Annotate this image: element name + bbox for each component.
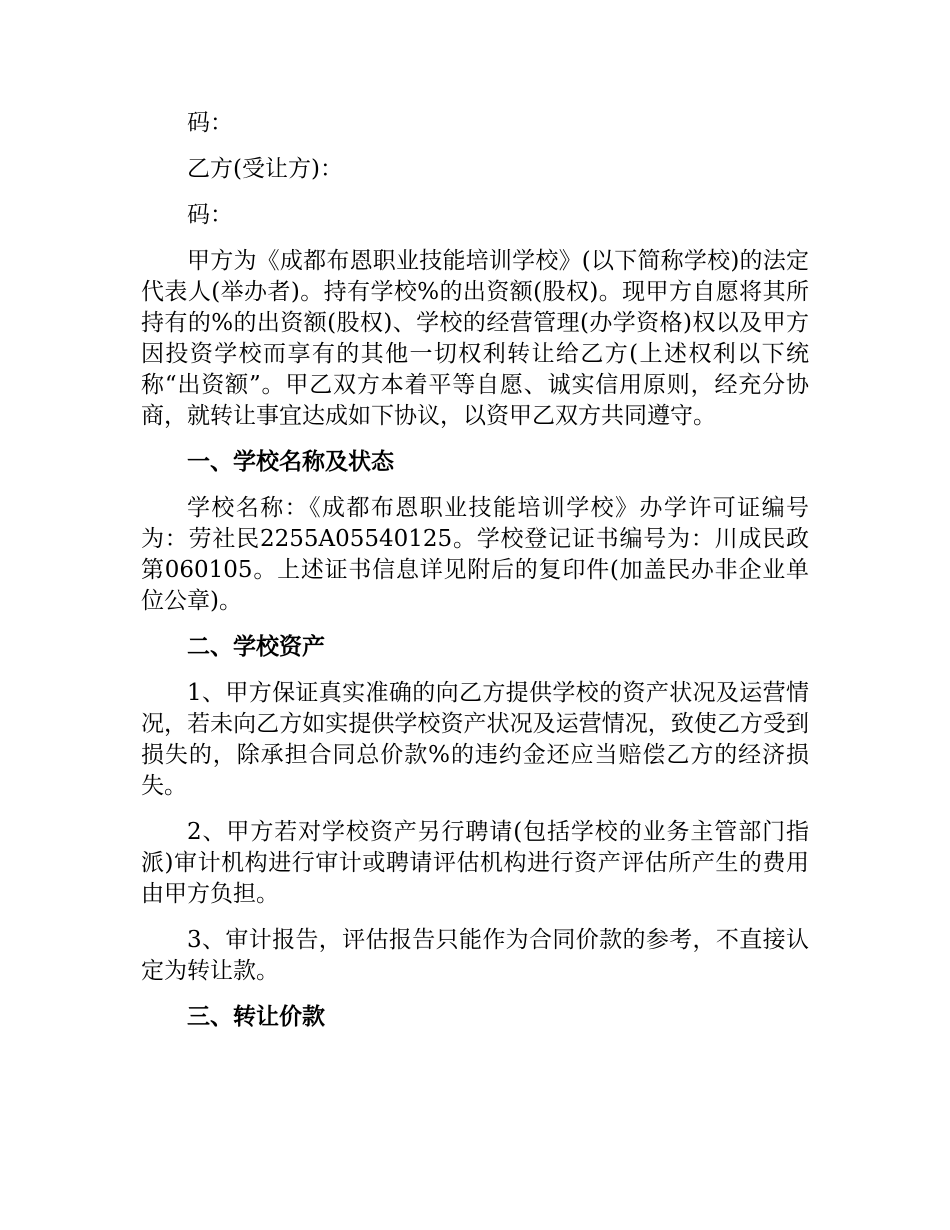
section-2-item-2: 2、甲方若对学校资产另行聘请(包括学校的业务主管部门指派)审计机构进行审计或聘请评估机构进行资产评估所产生的费用由甲方负担。 xyxy=(141,819,809,907)
line-party-b: 乙方(受让方)： xyxy=(187,156,343,182)
section-3-title: 三、转让价款 xyxy=(187,1004,325,1030)
section-2-title: 二、学校资产 xyxy=(187,634,325,660)
section-1-title: 一、学校名称及状态 xyxy=(187,449,394,475)
section-2-item-3: 3、审计报告，评估报告只能作为合同价款的参考，不直接认定为转让款。 xyxy=(141,927,809,984)
document-page xyxy=(141,108,809,1048)
line-code-1: 码： xyxy=(187,110,233,136)
intro-paragraph: 甲方为《成都布恩职业技能培训学校》(以下简称学校)的法定代表人(举办者)。持有学校%的出资额(股权)。现甲方自愿将其所持有的%的出资额(股权)、学校的经营管理(办学资格)权以及甲方因投资学校而享有的其他一切权利转让给乙方(上述权利以下统称“出资额”。甲乙双方本着平等自愿、诚实信用原则，经充分协商，就转让事宜达成如下协议，以资甲乙双方共同遵守。 xyxy=(141,248,809,429)
section-2-item-1: 1、甲方保证真实准确的向乙方提供学校的资产状况及运营情况，若未向乙方如实提供学校资产状况及运营情况，致使乙方受到损失的，除承担合同总价款%的违约金还应当赔偿乙方的经济损失。 xyxy=(141,680,809,799)
section-1-text: 学校名称：《成都布恩职业技能培训学校》办学许可证编号为：劳社民2255A05540125。学校登记证书编号为：川成民政第060105。上述证书信息详见附后的复印件(加盖民办非企业单位公章)。 xyxy=(141,495,809,614)
line-code-2: 码： xyxy=(187,202,233,228)
